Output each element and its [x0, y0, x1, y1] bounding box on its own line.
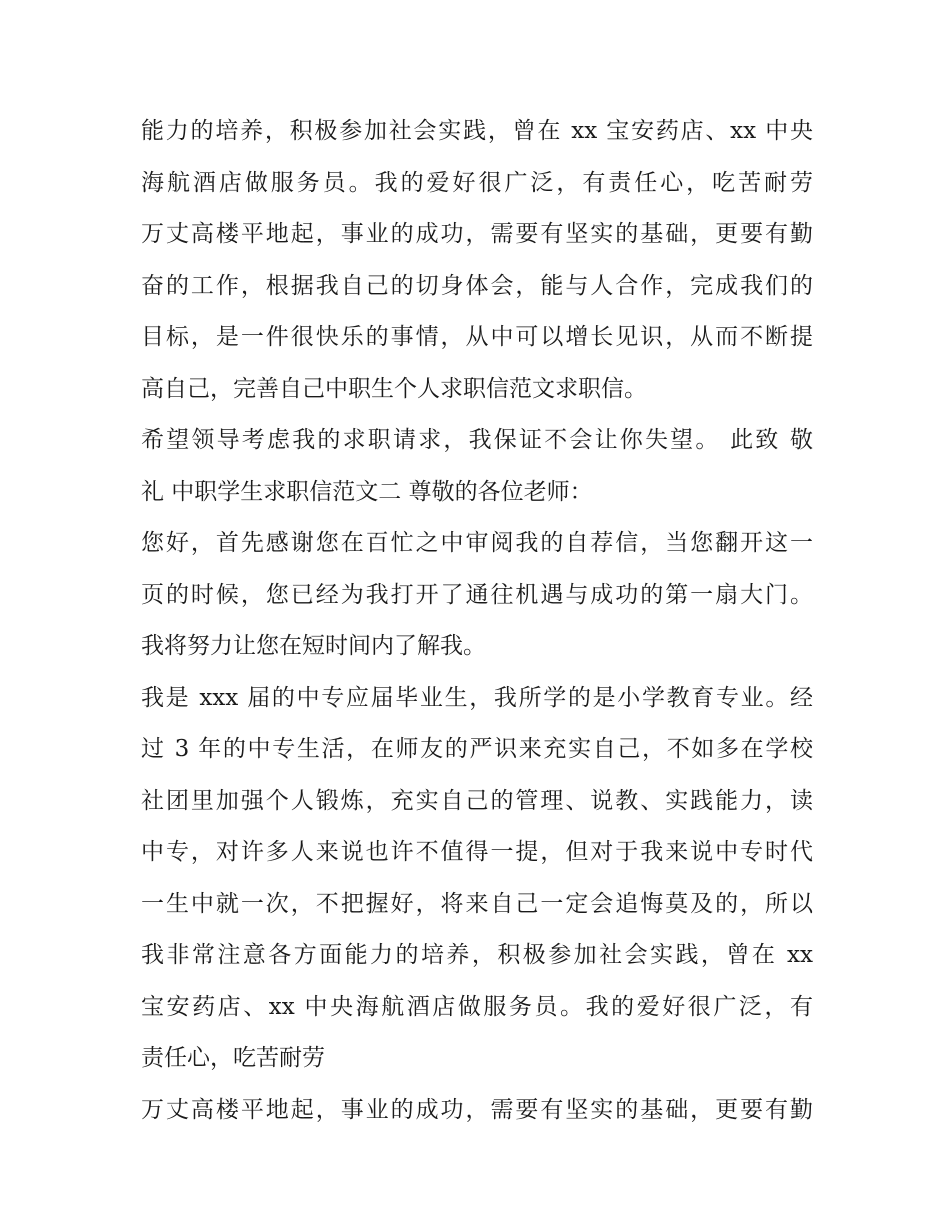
text-line: 希望领导考虑我的求职请求，我保证不会让你失望。 此致 敬 [141, 427, 813, 453]
text-line: 页的时候，您已经为我打开了通往机遇与成功的第一扇大门。 [141, 581, 813, 608]
document-body [141, 106, 813, 1136]
text-line: 万丈高楼平地起，事业的成功，需要有坚实的基础，更要有勤 [141, 1096, 813, 1123]
text-line: 我是 xxx 届的中专应届毕业生，我所学的是小学教育专业。经 [141, 684, 813, 711]
text-line: 海航酒店做服务员。我的爱好很广泛，有责任心，吃苦耐劳 [141, 169, 813, 196]
text-line: 奋的工作，根据我自己的切身体会，能与人合作，完成我们的 [141, 272, 813, 299]
text-line: 我将努力让您在短时间内了解我。 [141, 633, 486, 659]
text-line: 一生中就一次，不把握好，将来自己一定会追悔莫及的，所以 [141, 890, 813, 917]
text-line: 目标，是一件很快乐的事情，从中可以增长见识，从而不断提 [141, 324, 813, 350]
text-line: 责任心，吃苦耐劳 [141, 1045, 325, 1071]
text-line: 万丈高楼平地起，事业的成功，需要有坚实的基础，更要有勤 [141, 221, 813, 247]
text-line: 高自己，完善自己中职生个人求职信范文求职信。 [141, 375, 647, 402]
text-line: 您好，首先感谢您在百忙之中审阅我的自荐信，当您翻开这一 [141, 530, 813, 556]
text-line: 过 3 年的中专生活，在师友的严识来充实自己，不如多在学校 [141, 736, 813, 762]
text-line: 中专，对许多人来说也许不值得一提，但对于我来说中专时代 [141, 839, 813, 865]
text-line: 社团里加强个人锻炼，充实自己的管理、说教、实践能力，读 [141, 787, 813, 814]
text-line: 宝安药店、xx 中央海航酒店做服务员。我的爱好很广泛，有 [141, 993, 813, 1020]
text-line: 礼 中职学生求职信范文二 尊敬的各位老师： [141, 478, 593, 505]
text-line: 能力的培养，积极参加社会实践，曾在 xx 宝安药店、xx 中央 [141, 118, 813, 144]
text-line: 我非常注意各方面能力的培养，积极参加社会实践，曾在 xx [141, 942, 813, 968]
